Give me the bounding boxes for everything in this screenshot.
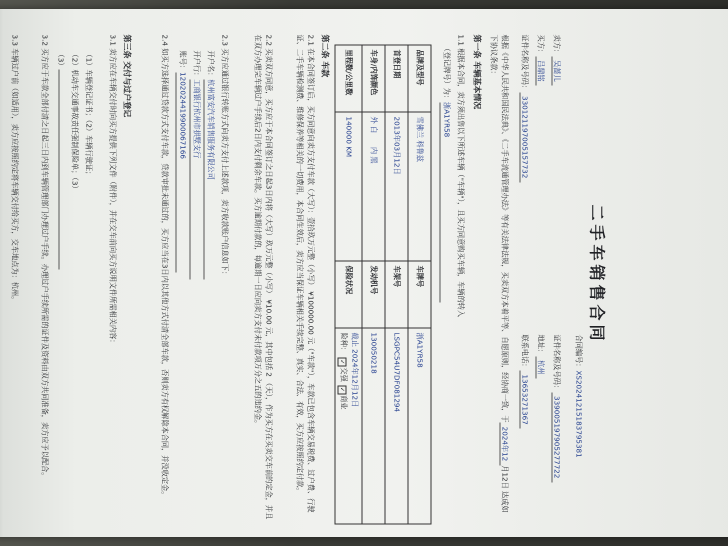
buyer-address-value: 杭州 [536,356,546,378]
bank-label: 开户行： [192,50,202,80]
checkbox-checked-icon[interactable]: ✓ [339,387,346,393]
buyer-row [535,34,546,375]
account-label: 账号： [178,50,188,73]
account-name-row [204,51,216,280]
mileage-label: 里程数/公里数 [336,45,363,112]
buyer-label: 买方： [536,34,546,57]
engine-label: 发动机号 [362,261,385,328]
registration-value: 2013年03月12日 [385,112,408,261]
contract-number [573,335,584,458]
clause-2-3: 2.3 买方应通过银行转账方式向卖方支付上述款项，卖方收款账户信息如下： [220,34,230,279]
table-row [385,45,408,524]
brand-label: 品牌及型号 [408,45,431,112]
clause-3-1-item-1: （1）车辆登记证书；（2）车辆行驶证； [84,50,94,179]
mileage-value: 140000 KM [336,112,363,261]
buyer-phone-value: 13653271367 [520,370,530,428]
buyer-name: 吕鼎铭 [536,56,546,86]
vin-label: 车架号 [385,261,408,328]
preamble [489,35,510,520]
account-name-value: 杭州富安汽车销售服务有限公司 [204,79,216,279]
exterior-color: 外 白 [369,116,379,134]
preamble-date: 2024年12 [500,423,510,466]
insurance-date: 截止 2024年12月12日 [350,332,360,408]
article-2-heading: 第二条 车款 [320,34,330,78]
clause-3-1: 3.1 卖方应在车辆交付时向买方提供下列文件（附件），并在交车前向买方说明文件所需相关内容： [108,34,118,347]
contract-number-label: 合同编号： [574,334,584,371]
insurance-label: 保险状况 [336,261,363,328]
contract-number-value: XS20241215183795381 [574,370,584,458]
article-3-heading: 第三条 交付与过户登记 [122,34,132,118]
table-row [336,45,363,524]
bank-value: 工商银行杭州市拱墅支行 [190,79,202,279]
insurance-option-1: 交强 [340,367,349,382]
blank-line [59,69,60,269]
bank-row [190,51,202,280]
seller-name: 吴蔷儿 [552,56,562,86]
article-1-plate-line [440,45,452,303]
clause-2-4: 2.4 如买方选择通过贷款方式支付车款，贷款审批未通过的，买方应当在3日内以其他方式付清全部车款，否则卖方有权解除本合同，并没收定金。 [160,34,170,499]
clause-2-1: 2.1 在本合同签订后，买方同意向卖方支付车款（大写）：壹拾玖万元整（小写） ¥100000.00 元（"车款"），车款已包含车辆交易税费、过户费、行驶证、二手车辆检测费、维修保养等相关的一切费用，本合同生效后，卖方应当保证车辆相关手续完整、真实、合法、有效，买方应按照约定付款。 [296,34,316,513]
account-row [176,51,188,273]
clause-2-2: 2.2 买卖双方同意，买方应于本合同签订之日起3日内将（大写）玖万元整（小写） ¥10.00 元，其中包括 2 （天），作为买方在买卖交车前的定金，并且在双方办理完车辆过户手续后2日内支付剩余车款。买方逾期付款的，每逾期一日应向卖方支付未付款项万分之五的违约金。 [254,34,274,520]
article-1-plate-prefix: （登记牌号）为： [442,44,452,103]
contract-sheet [0,11,612,539]
insurance-type-label: 险种： [340,332,349,355]
clause-3-1-item-2: （2）机动车交通事故责任强制保险单；（3） [70,50,80,193]
preamble-text-end: 月12日 达成如下协议条款： [490,34,510,513]
account-name-label: 开户名： [206,50,216,80]
checkbox-checked-icon[interactable]: ✓ [339,359,346,365]
article-1-heading: 第一条 车辆基本情况 [472,34,482,110]
buyer-id-row [519,34,530,425]
engine-value: 130050218 [362,328,385,524]
article-1-plate: 浙A1YR58 [440,102,452,302]
buyer-phone-label: 联系电话： [520,334,530,371]
buyer-address-label: 地址： [536,334,546,357]
table-row [362,45,385,524]
seller-label: 卖方： [552,34,562,57]
contract-paper [0,9,728,537]
contract-title: 二手车销售合同 [587,204,607,345]
color-value [362,112,385,261]
seller-id-value: 339005197905277722 [552,392,562,482]
plate-label: 车牌号 [408,261,431,328]
clause-3-1-item-3 [55,51,66,270]
seller-id-label: 证件名称及号码： [552,334,562,393]
brand-value: 雪佛兰 科鲁兹 [408,112,431,261]
buyer-id-value: 330121197005157732 [520,92,530,182]
vin-value: LSGPC54U7DF081294 [385,328,408,524]
preamble-text: 根据《中华人民共和国民法典》、《二手车流通管理办法》等有关法律法规，买卖双方本着平等、自愿原则，经协商一致，于 [500,34,510,423]
buyer-id-label: 证件名称及号码： [520,34,530,93]
account-value: 1202024419900067166 [176,72,188,272]
clause-3-2: 3.2 买方应于车款全部付清之日起三日内到车辆管理部门办理过户手续。办理过户手续所需的证件及资料由双方共同准备，卖方应予以配合。 [40,34,50,480]
color-label: 车身/内饰颜色 [362,45,385,112]
clause-3-1-item-3-text: （3） [56,50,66,70]
article-1-clause: 1.1 根据本合同，卖方须出售以下所述车辆（"车辆"），且买方同意购买车辆，车辆的转入 [456,34,466,318]
clause-3-3: 3.3 车辆过户前（如适用），卖方应按照约定将车辆交付给买方，交车地点为：杭州。 [10,34,20,304]
insurance-option-2: 商业 [340,395,349,410]
seller-row [551,34,562,479]
vehicle-info-table [335,45,432,525]
table-row [408,45,431,524]
registration-label: 首登日期 [385,45,408,112]
interior-color: 内 黑 [369,146,379,164]
insurance-value [336,328,363,524]
plate-value: 浙A1YR58 [408,328,431,524]
